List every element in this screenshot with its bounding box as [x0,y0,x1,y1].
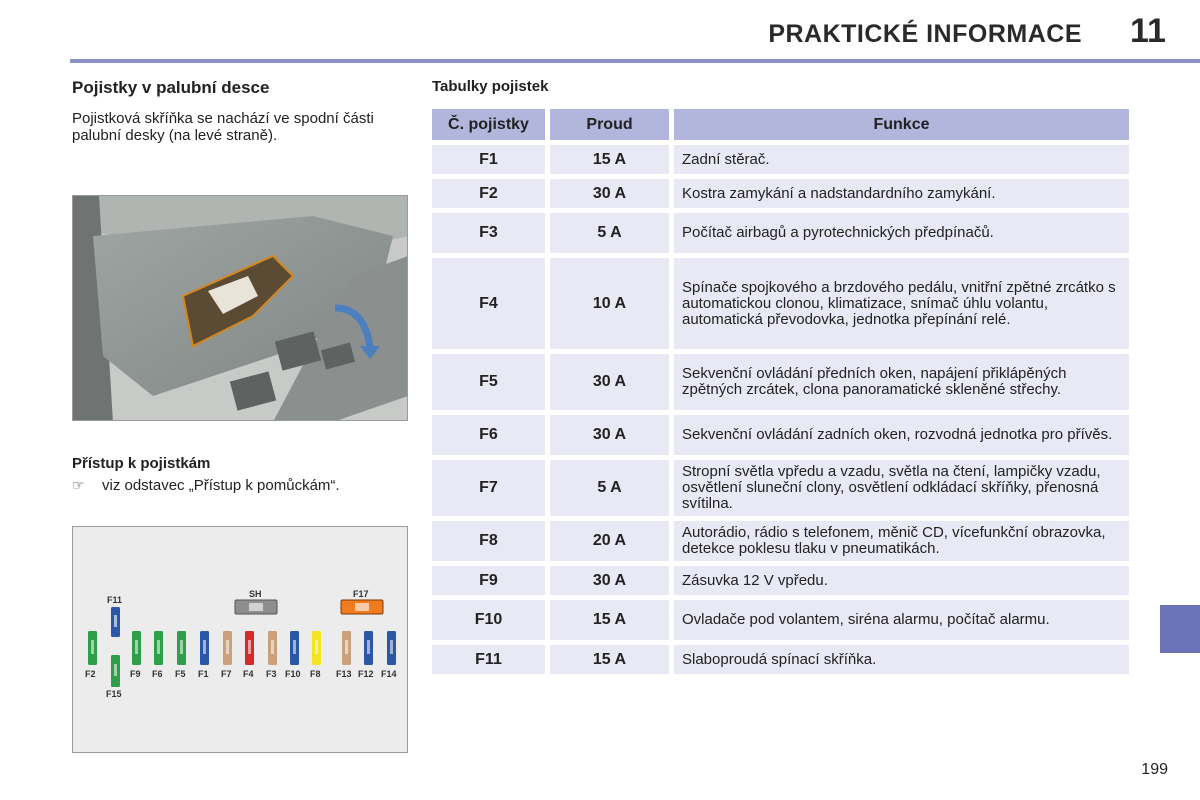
fuse-current: 30 A [550,179,674,208]
fuse-label: F10 [285,669,301,679]
page-title: PRAKTICKÉ INFORMACE [768,20,1082,48]
table-row [432,145,1129,174]
table-row [432,213,1129,253]
fuse-function: Autorádio, rádio s telefonem, měnič CD, vícefunkční obrazovka, detekce poklesu tlaku v pneumatikách. [674,521,1129,561]
fuse-number: F9 [432,566,550,595]
table-row [432,645,1129,674]
table-row [432,600,1129,640]
fuse-current: 15 A [550,645,674,674]
table-row [432,415,1129,455]
fuse-number: F5 [432,354,550,410]
fuse-label: F6 [152,669,163,679]
fuse-function: Ovladače pod volantem, siréna alarmu, počítač alarmu. [674,600,1129,640]
column-header-current: Proud [550,109,674,140]
fuse-label: F7 [221,669,232,679]
table-row [432,521,1129,561]
fuse-number: F11 [432,645,550,674]
fuse-label: F2 [85,669,96,679]
fuse-current: 10 A [550,258,674,349]
fuse-current: 5 A [550,460,674,516]
fuse-function: Počítač airbagů a pyrotechnických předpínačů. [674,213,1129,253]
intro-paragraph: Pojistková skříňka se nachází ve spodní části palubní desky (na levé straně). [72,110,374,144]
fuse-current: 15 A [550,600,674,640]
fuse-label: F14 [381,669,397,679]
chapter-number: 11 [1130,12,1166,50]
fuse-label: F4 [243,669,254,679]
fuse-label: F8 [310,669,321,679]
column-header-function: Funkce [674,109,1129,140]
fuse-number: F6 [432,415,550,455]
fuse-number: F10 [432,600,550,640]
fuse-function: Sekvenční ovládání předních oken, napájení přiklápěných zpětných zrcátek, clona panoramatické skleněné střechy. [674,354,1129,410]
fuse-current: 5 A [550,213,674,253]
fuse-label: F9 [130,669,141,679]
fuse-label-f15: F15 [106,689,122,699]
fuse-function: Zásuvka 12 V vpředu. [674,566,1129,595]
table-header-row [432,109,1129,140]
fuse-number: F1 [432,145,550,174]
page-number: 199 [1141,761,1168,778]
fuse-label-sh: SH [249,589,262,599]
table-row [432,354,1129,410]
fuse-function: Spínače spojkového a brzdového pedálu, vnitřní zpětné zrcátko s automatickou clonou, klimatizace, snímač úhlu volantu, automatická převodovka, jednotka přepínání relé. [674,258,1129,349]
fuse-current: 15 A [550,145,674,174]
fuse-label: F13 [336,669,352,679]
fuse-label-f11: F11 [107,595,123,605]
fuse-number: F4 [432,258,550,349]
fuse-number: F2 [432,179,550,208]
fuse-number: F7 [432,460,550,516]
pointing-hand-icon: ☞ [72,477,85,493]
fuse-current: 30 A [550,415,674,455]
table-row [432,179,1129,208]
table-row [432,258,1129,349]
fuse-current: 30 A [550,354,674,410]
header-rule [70,59,1200,63]
fuse-function: Kostra zamykání a nadstandardního zamykání. [674,179,1129,208]
fuse-label: F12 [358,669,374,679]
fuse-current: 20 A [550,521,674,561]
access-reference-text: viz odstavec „Přístup k pomůckám“. [102,477,340,494]
fuse-table [432,104,1129,679]
fuse-layout-diagram [72,526,408,753]
table-row [432,566,1129,595]
fuse-label: F5 [175,669,186,679]
fuse-label-f17: F17 [353,589,369,599]
fuse-number: F3 [432,213,550,253]
tables-title: Tabulky pojistek [432,78,549,95]
fuse-function: Slaboproudá spínací skříňka. [674,645,1129,674]
chapter-side-tab [1160,605,1200,653]
access-reference [72,477,340,494]
fuse-label: F3 [266,669,277,679]
column-header-number: Č. pojistky [432,109,550,140]
fuse-current: 30 A [550,566,674,595]
section-title: Pojistky v palubní desce [72,78,270,97]
fuse-function: Stropní světla vpředu a vzadu, světla na čtení, lampičky vzadu, osvětlení sluneční clony, osvětlení odkládací skříňky, přenosná svítilna. [674,460,1129,516]
fuse-function: Zadní stěrač. [674,145,1129,174]
fuse-label: F1 [198,669,209,679]
fuse-function: Sekvenční ovládání zadních oken, rozvodná jednotka pro přívěs. [674,415,1129,455]
fuse-number: F8 [432,521,550,561]
dashboard-fusebox-photo [72,195,408,421]
table-row [432,460,1129,516]
access-title: Přístup k pojistkám [72,455,211,472]
